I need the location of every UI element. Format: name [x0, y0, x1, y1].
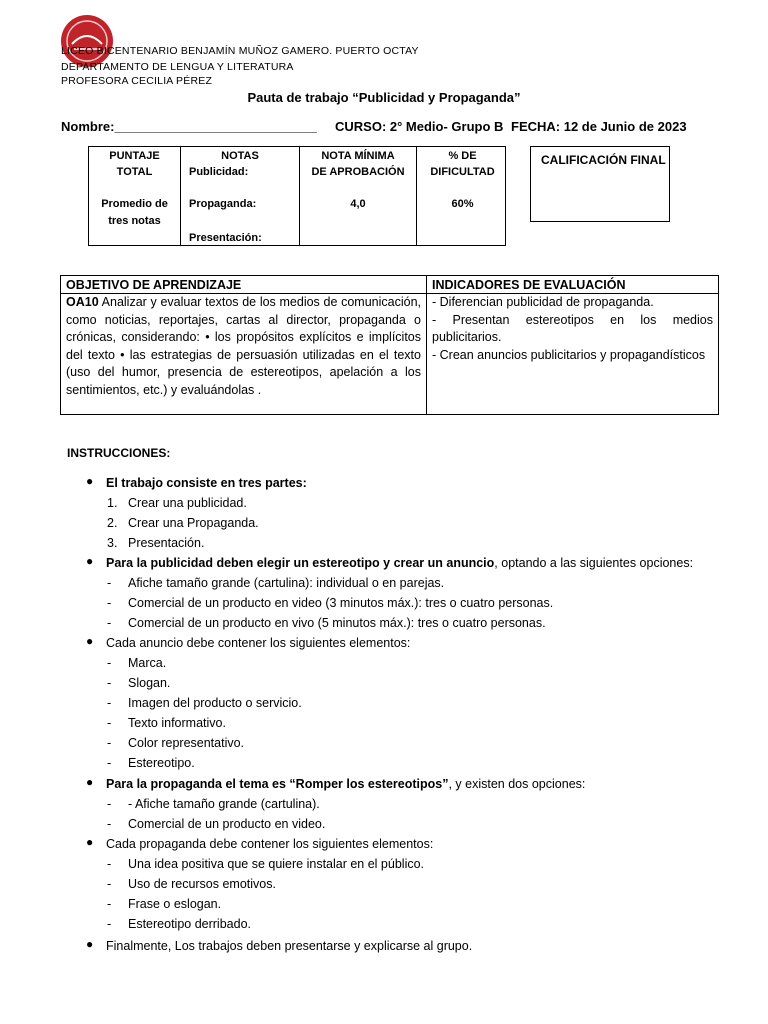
list-item: - Afiche tamaño grande (cartulina). [128, 797, 320, 811]
dash-marker: - [107, 797, 112, 811]
list-item: Slogan. [128, 676, 171, 690]
date-label: FECHA: 12 de Junio de 2023 [511, 119, 687, 134]
list-item: Una idea positiva que se quiere instalar en el público. [128, 857, 425, 871]
list-number: 3. [107, 536, 118, 550]
list-item: Crear una Propaganda. [128, 516, 259, 530]
dash-marker: - [107, 696, 112, 710]
department-name: DEPARTAMENTO DE LENGUA Y LITERATURA [61, 61, 294, 73]
indicator-item: - Crean anuncios publicitarios y propagandísticos [432, 347, 706, 362]
final-grade-label: CALIFICACIÓN FINAL [541, 153, 666, 167]
dash-marker: - [107, 756, 112, 770]
page-title: Pauta de trabajo “Publicidad y Propaganda” [247, 90, 521, 105]
list-item: Presentación. [128, 536, 205, 550]
teacher-name: PROFESORA CECILIA PÉREZ [61, 75, 213, 87]
indicators-header: INDICADORES DE EVALUACIÓN [427, 276, 719, 294]
puntaje-header: PUNTAJE [109, 150, 160, 162]
instruction-propaganda-elements: Cada propaganda debe contener los siguientes elementos: [106, 837, 434, 851]
dash-marker: - [107, 716, 112, 730]
promedio-text-2: tres notas [108, 215, 161, 227]
instruction-propaganda [106, 777, 585, 791]
total-header: TOTAL [116, 166, 153, 178]
list-item: Comercial de un producto en video. [128, 817, 326, 831]
course-label: CURSO: 2° Medio- Grupo B [335, 119, 504, 134]
instruction-parts: El trabajo consiste en tres partes: [106, 476, 307, 490]
dash-marker: - [107, 877, 112, 891]
publicidad-bold: Para la publicidad deben elegir un estereotipo y crear un anuncio [106, 556, 495, 570]
grade-table [88, 146, 506, 246]
dash-marker: - [107, 917, 112, 931]
dificultad-header-2: DIFICULTAD [430, 166, 495, 178]
propaganda-rest: , y existen dos opciones: [448, 777, 586, 791]
instruction-anuncio: Cada anuncio debe contener los siguientes elementos: [106, 636, 411, 650]
list-item: Uso de recursos emotivos. [128, 877, 276, 891]
indicator-item: - Presentan estereotipos en los medios publicitarios. [432, 312, 713, 344]
indicator-item: - Diferencian publicidad de propaganda. [432, 295, 654, 309]
dash-marker: - [107, 596, 112, 610]
dificultad-value: 60% [451, 198, 474, 210]
dash-marker: - [107, 576, 112, 590]
list-item: Marca. [128, 656, 167, 670]
list-item: Crear una publicidad. [128, 496, 247, 510]
notas-header: NOTAS [221, 150, 259, 162]
final-grade-box [530, 146, 670, 222]
dash-marker: - [107, 656, 112, 670]
promedio-text: Promedio de [101, 198, 168, 210]
dash-marker: - [107, 897, 112, 911]
nota-minima-header-2: DE APROBACIÓN [311, 166, 405, 178]
dash-marker: - [107, 736, 112, 750]
dificultad-header: % DE [448, 150, 477, 162]
list-item: Comercial de un producto en video (3 minutos máx.): tres o cuatro personas. [128, 596, 554, 610]
name-field: Nombre:____________________________ [61, 119, 317, 134]
bullet-icon: ● [86, 835, 94, 849]
school-name: LICEO BICENTENARIO BENJAMÍN MUÑOZ GAMERO. PUERTO OCTAY [61, 45, 419, 57]
list-item: Imagen del producto o servicio. [128, 696, 302, 710]
bullet-icon: ● [86, 474, 94, 488]
instruction-publicidad [106, 556, 693, 570]
bullet-icon: ● [86, 634, 94, 648]
list-item: Texto informativo. [128, 716, 226, 730]
bullet-icon: ● [86, 937, 94, 951]
dash-marker: - [107, 616, 112, 630]
instructions-heading: INSTRUCCIONES: [67, 446, 171, 460]
school-logo [60, 14, 114, 68]
list-item: Estereotipo derribado. [128, 917, 251, 931]
objectives-table [60, 275, 719, 415]
instruction-final: Finalmente, Los trabajos deben presentarse y explicarse al grupo. [106, 939, 473, 953]
dash-marker: - [107, 817, 112, 831]
oa-code: OA10 [66, 295, 99, 309]
bullet-icon: ● [86, 775, 94, 789]
publicidad-label: Publicidad: [189, 166, 249, 178]
dash-marker: - [107, 676, 112, 690]
nota-minima-header: NOTA MÍNIMA [321, 150, 395, 162]
nota-minima-value: 4,0 [350, 198, 366, 210]
list-number: 2. [107, 516, 118, 530]
list-item: Estereotipo. [128, 756, 195, 770]
objective-header: OBJETIVO DE APRENDIZAJE [61, 276, 427, 294]
list-item: Frase o eslogan. [128, 897, 222, 911]
oa-text: Analizar y evaluar textos de los medios de comunicación, como noticias, reportajes, cartas al director, propaganda o crónicas, considerando: • los propósitos explícitos e implícitos del texto • las estrategias de persuasión utilizadas en el texto (uso del humor, presencia de estereotipos, apelación a los sentimientos, etc.) y evaluándolas . [66, 295, 421, 397]
propaganda-label: Propaganda: [189, 198, 257, 210]
list-item: Comercial de un producto en vivo (5 minutos máx.): tres o cuatro personas. [128, 616, 546, 630]
publicidad-rest: , optando a las siguientes opciones: [494, 556, 694, 570]
bullet-icon: ● [86, 554, 94, 568]
dash-marker: - [107, 857, 112, 871]
list-item: Afiche tamaño grande (cartulina): individual o en parejas. [128, 576, 445, 590]
list-number: 1. [107, 496, 118, 510]
presentacion-label: Presentación: [189, 232, 262, 244]
list-item: Color representativo. [128, 736, 245, 750]
propaganda-bold: Para la propaganda el tema es “Romper los estereotipos” [106, 777, 449, 791]
